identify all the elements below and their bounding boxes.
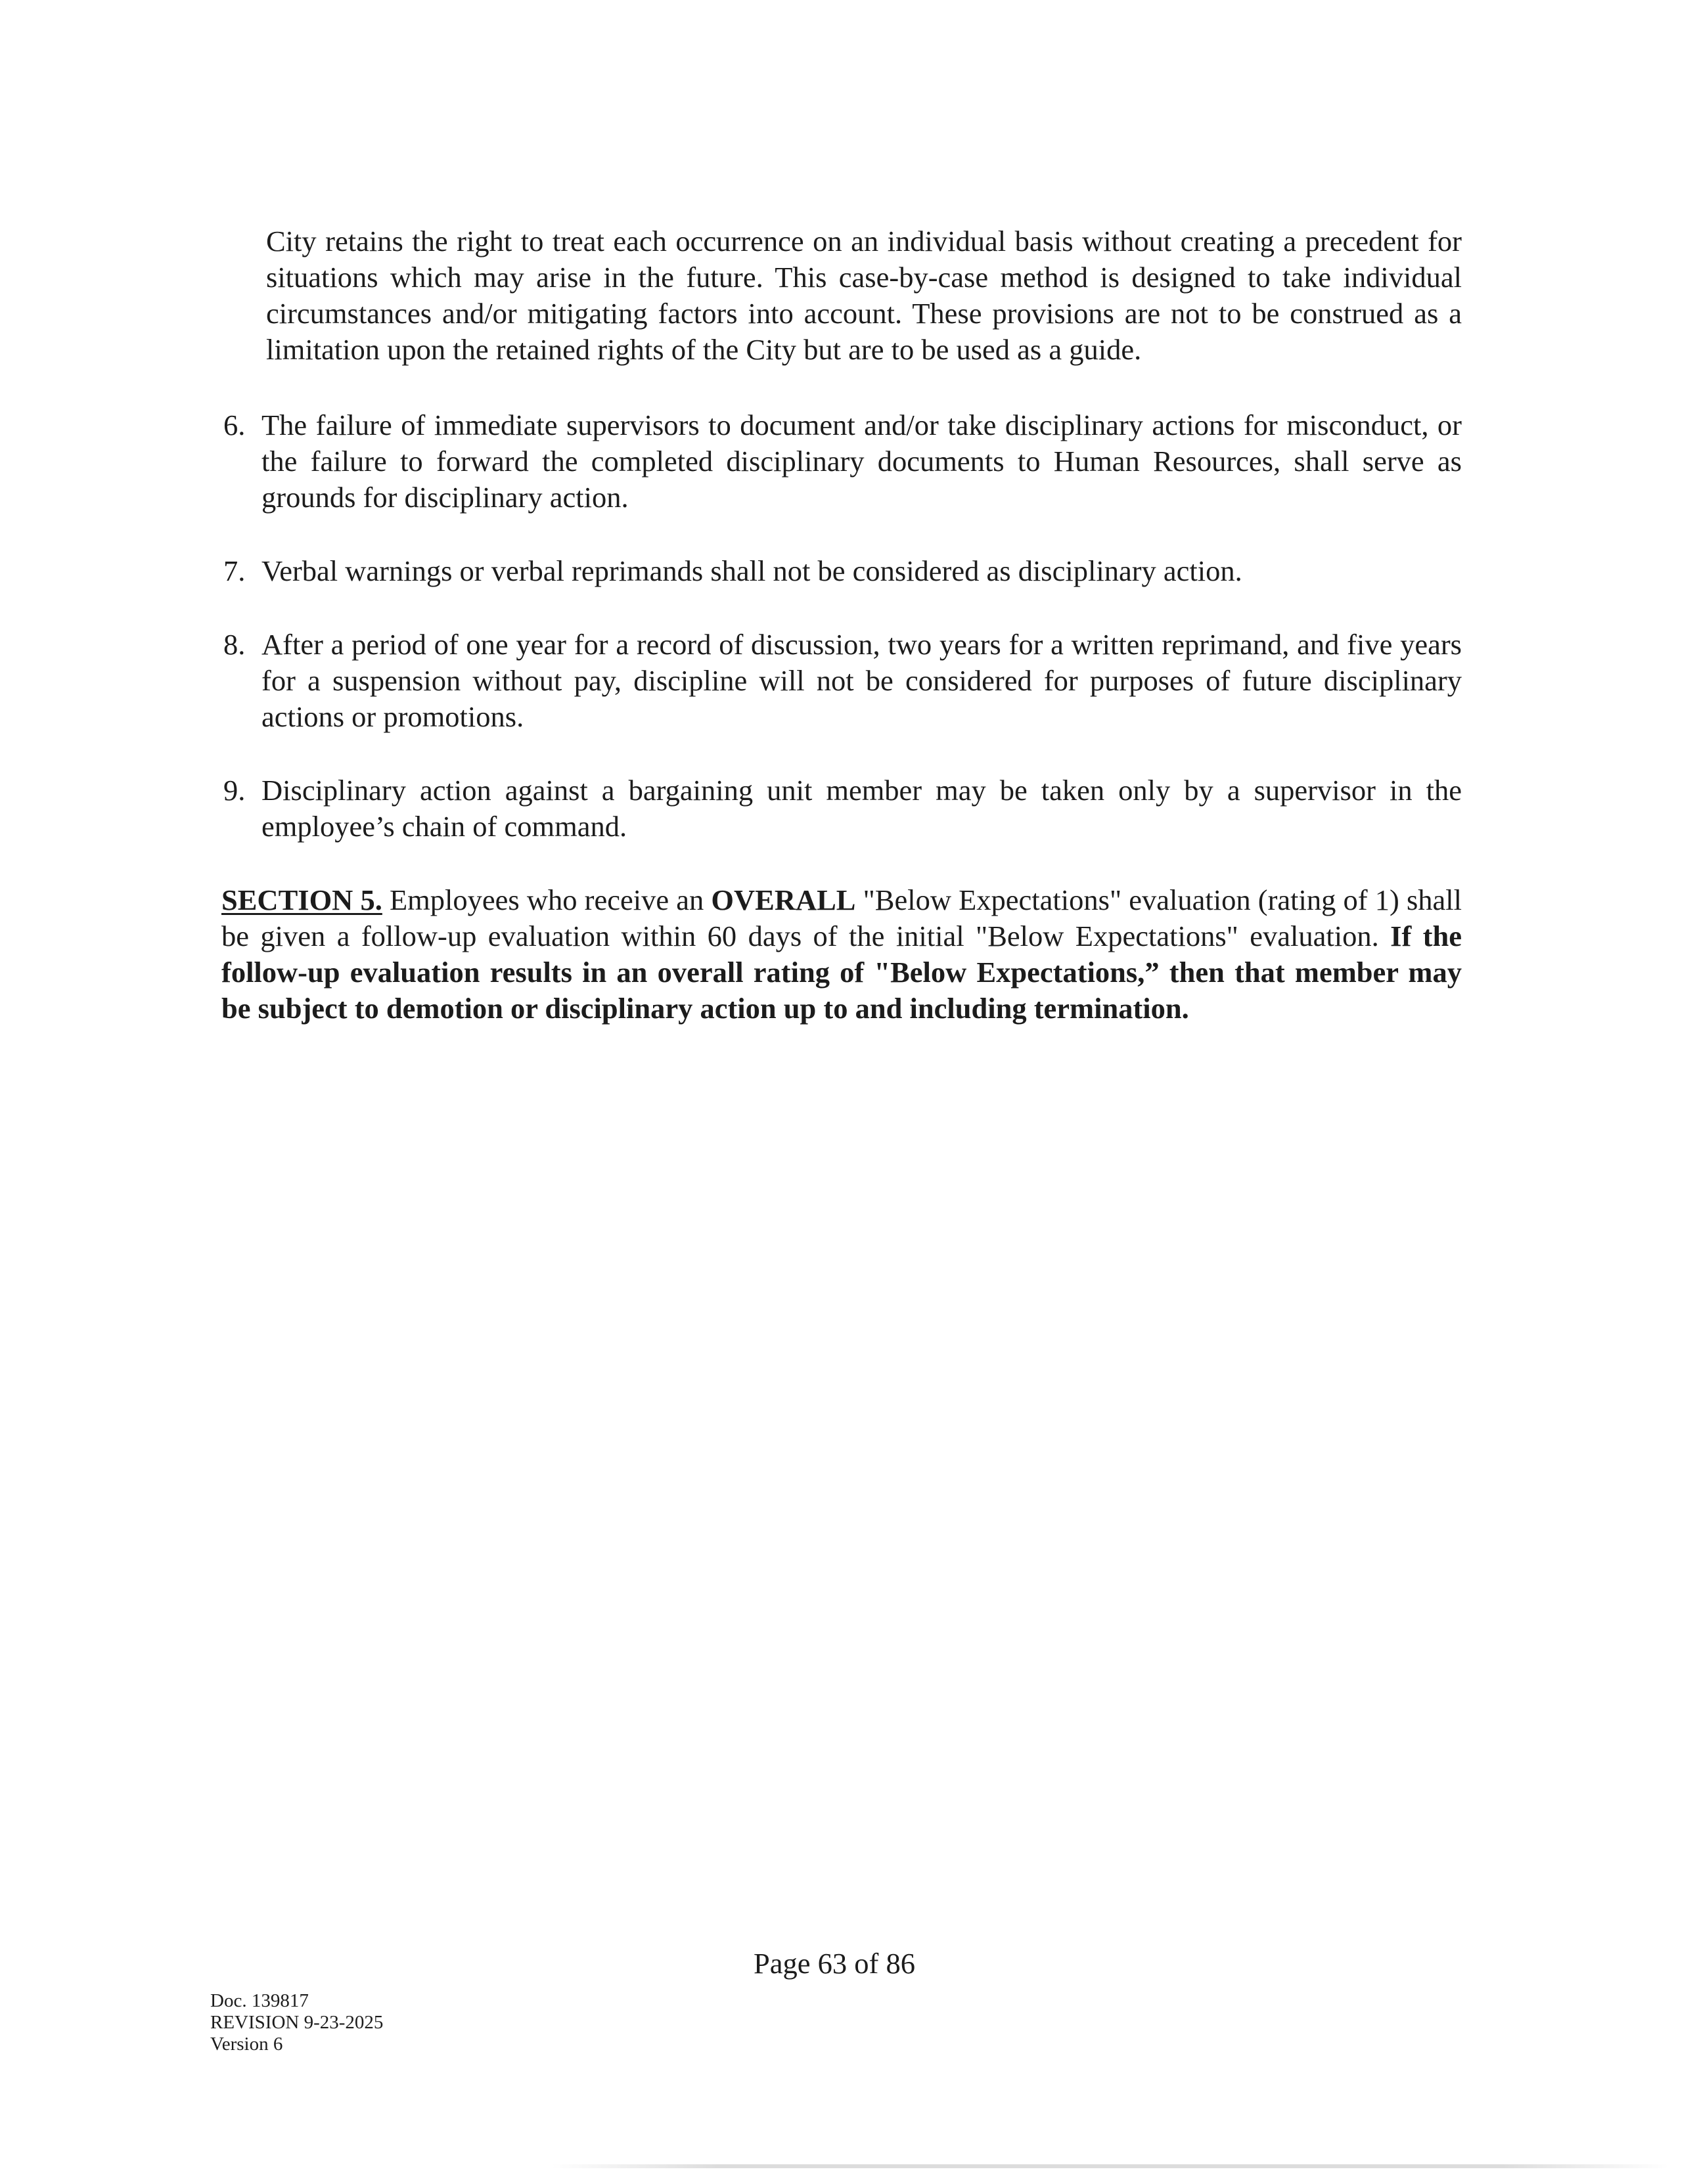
document-info <box>210 1990 383 2055</box>
section-5-text: "Below Expectations" evaluation (rating of 1) shall be given a follow-up evaluation within 60 days of the initial "Below Expectations" evaluation. <box>221 883 1462 952</box>
list-item-number: 9. <box>223 774 246 807</box>
list-item-number: 6. <box>223 409 246 441</box>
list-item <box>223 407 1462 516</box>
list-item-number: 8. <box>223 628 246 661</box>
continuation-paragraph: City retains the right to treat each occurrence on an individual basis without creating a precedent for situations which may arise in the future. This case-by-case method is designed to take individual circumstances and/or mitigating factors into account. These provisions are not to be construed as a limitation upon the retained rights of the City but are to be used as a guide. <box>266 225 1462 366</box>
list-item <box>223 553 1462 589</box>
section-5-bold-text: If the follow-up evaluation results in an overall rating of "Below Expectations,” then that member may be subject to demotion or disciplinary action up to and including termination. <box>221 920 1462 1025</box>
scan-edge-line <box>552 2164 1669 2168</box>
list-item <box>223 627 1462 735</box>
list-item-text: Verbal warnings or verbal reprimands shall not be considered as disciplinary action. <box>261 554 1242 587</box>
section-5-paragraph <box>221 882 1462 1027</box>
list-item-number: 7. <box>223 554 246 587</box>
section-5-emphasis: OVERALL <box>711 883 856 916</box>
list-item <box>223 772 1462 845</box>
list-item-text: Disciplinary action against a bargaining unit member may be taken only by a supervisor in the employee’s chain of command. <box>261 774 1462 843</box>
doc-number: Doc. 139817 <box>210 1990 309 2011</box>
list-item-text: The failure of immediate supervisors to document and/or take disciplinary actions for misconduct, or the failure to forward the completed disciplinary documents to Human Resources, shall serve as grounds for disciplinary action. <box>261 409 1462 514</box>
list-item-text: After a period of one year for a record of discussion, two years for a written reprimand, and five years for a suspension without pay, discipline will not be considered for purposes of future disciplinary actions or promotions. <box>261 628 1462 733</box>
section-5-text: Employees who receive an <box>382 883 712 916</box>
doc-version: Version 6 <box>210 2034 283 2055</box>
section-5-heading: SECTION 5. <box>221 883 382 916</box>
doc-revision: REVISION 9-23-2025 <box>210 2012 384 2033</box>
page-number: Page 63 of 86 <box>754 1947 915 1980</box>
